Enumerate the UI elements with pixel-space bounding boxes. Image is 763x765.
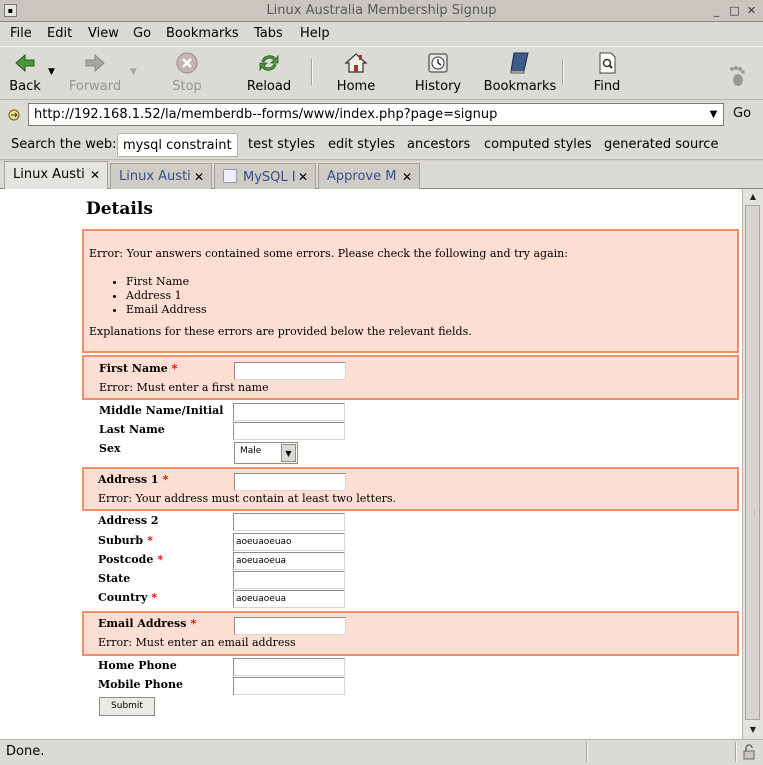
scrollbar-grip-icon: ⋮: [751, 509, 758, 517]
navigation-toolbar: [0, 46, 763, 100]
home-phone-label: Home Phone: [98, 659, 177, 672]
submit-button[interactable]: Submit: [99, 697, 155, 716]
vertical-scrollbar[interactable]: [742, 189, 763, 739]
bookmarks-book-icon: [508, 51, 532, 75]
security-lock-icon[interactable]: [741, 744, 757, 760]
first-name-input[interactable]: [234, 362, 346, 380]
address1-label: Address 1 *: [98, 473, 169, 486]
tab-close-icon[interactable]: ✕: [401, 170, 412, 184]
back-button[interactable]: Back: [6, 51, 44, 94]
stop-button[interactable]: Stop: [168, 51, 206, 94]
middle-name-input[interactable]: [233, 403, 345, 421]
postcode-input[interactable]: aoeuaoeua: [233, 552, 345, 570]
menu-help[interactable]: Help: [300, 26, 330, 41]
error-summary-footer: Explanations for these errors are provided below the relevant fields.: [89, 325, 472, 338]
page-heading: Details: [86, 199, 153, 219]
scroll-down-icon[interactable]: ▼: [749, 725, 757, 734]
go-button[interactable]: Go: [733, 106, 752, 121]
required-mark: *: [147, 534, 153, 547]
search-label: Search the web:: [11, 137, 117, 152]
test-styles-link[interactable]: test styles: [248, 137, 316, 152]
status-text: Done.: [6, 744, 45, 759]
scrollbar-thumb[interactable]: [745, 205, 760, 720]
sex-select[interactable]: Male ▼: [234, 442, 298, 464]
error-list-item: • First Name: [126, 275, 207, 289]
mobile-phone-input[interactable]: [233, 677, 345, 695]
ancestors-link[interactable]: ancestors: [407, 137, 471, 152]
tab-close-icon[interactable]: ✕: [193, 170, 204, 184]
menu-edit[interactable]: Edit: [47, 26, 73, 41]
generated-source-link[interactable]: generated source: [604, 137, 719, 152]
window-title: Linux Australia Membership Signup: [266, 3, 497, 18]
forward-history-dropdown[interactable]: ▼: [130, 67, 137, 77]
home-button[interactable]: Home: [334, 51, 378, 94]
country-label: Country *: [98, 591, 158, 604]
tab-linux-australia-1[interactable]: Linux Austi ✕: [4, 161, 108, 190]
address2-input[interactable]: [233, 513, 345, 531]
bookmarks-button[interactable]: Bookmarks: [482, 51, 558, 94]
tab-approve[interactable]: Approve M ✕: [318, 163, 420, 189]
window-menu-icon[interactable]: ▪: [4, 4, 17, 17]
history-button[interactable]: History: [413, 51, 463, 94]
stop-icon: [175, 51, 199, 75]
home-icon: [344, 51, 368, 75]
window-titlebar: [0, 0, 763, 22]
last-name-label: Last Name: [99, 423, 165, 436]
url-input[interactable]: http://192.168.1.52/la/memberdb--forms/www/index.php?page=signup: [28, 103, 724, 126]
location-bar: [0, 100, 763, 130]
sex-label: Sex: [99, 442, 121, 455]
menu-bookmarks[interactable]: Bookmarks: [166, 26, 239, 41]
back-arrow-icon: [13, 51, 37, 75]
status-divider: [735, 742, 737, 762]
minimize-icon[interactable]: _: [713, 4, 720, 17]
toolbar-separator: [562, 59, 564, 85]
home-phone-input[interactable]: [233, 658, 345, 676]
required-mark: *: [151, 591, 158, 604]
middle-name-label: Middle Name/Initial: [99, 404, 224, 417]
suburb-label: Suburb *: [98, 534, 153, 547]
back-history-dropdown[interactable]: ▼: [48, 67, 55, 77]
search-toolbar: [0, 130, 763, 160]
address1-input[interactable]: [234, 473, 346, 491]
address2-label: Address 2: [98, 514, 159, 527]
reload-icon: [257, 51, 281, 75]
error-list-item: • Address 1: [126, 289, 207, 303]
postcode-label: Postcode *: [98, 553, 164, 566]
scroll-up-icon[interactable]: ▲: [749, 192, 757, 201]
find-button[interactable]: Find: [590, 51, 624, 94]
tab-bar: [0, 161, 763, 189]
email-label: Email Address *: [98, 617, 197, 630]
toolbar-separator: [311, 59, 313, 85]
required-mark: *: [162, 473, 169, 486]
tab-linux-australia-2[interactable]: Linux Austi ✕: [110, 163, 212, 189]
gnome-foot-throbber-icon: [724, 64, 748, 88]
required-mark: *: [190, 617, 197, 630]
page-proxy-icon[interactable]: [7, 108, 22, 122]
menu-file[interactable]: File: [10, 26, 32, 41]
error-list: [126, 275, 207, 317]
address1-error: Error: Your address must contain at least two letters.: [98, 492, 396, 505]
mobile-phone-label: Mobile Phone: [98, 678, 183, 691]
menu-tabs[interactable]: Tabs: [254, 26, 283, 41]
computed-styles-link[interactable]: computed styles: [484, 137, 592, 152]
country-input[interactable]: aoeuaoeua: [233, 590, 345, 608]
chevron-down-icon: ▼: [281, 444, 296, 462]
required-mark: *: [171, 362, 178, 375]
tab-mysql[interactable]: MySQL I ✕: [214, 163, 316, 189]
status-bar: [0, 739, 763, 765]
error-summary-box: [82, 229, 739, 353]
state-label: State: [98, 572, 131, 585]
menu-view[interactable]: View: [88, 26, 119, 41]
history-icon: [426, 51, 450, 75]
first-name-error: Error: Must enter a first name: [99, 381, 269, 394]
suburb-input[interactable]: aoeuaoeuao: [233, 533, 345, 551]
reload-button[interactable]: Reload: [244, 51, 294, 94]
edit-styles-link[interactable]: edit styles: [328, 137, 396, 152]
error-list-item: • Email Address: [126, 303, 207, 317]
page-content: [0, 189, 742, 739]
email-input[interactable]: [234, 617, 346, 635]
email-error: Error: Must enter an email address: [98, 636, 296, 649]
search-input[interactable]: mysql constraint: [117, 133, 238, 157]
required-mark: *: [157, 553, 164, 566]
maximize-icon[interactable]: □: [729, 4, 740, 17]
tab-close-icon[interactable]: ✕: [297, 170, 308, 184]
find-icon: [595, 51, 619, 75]
error-summary-intro: Error: Your answers contained some errors. Please check the following and try again:: [89, 247, 568, 260]
menu-bar: [0, 22, 763, 46]
mysql-favicon-icon: [223, 169, 237, 183]
tab-close-icon[interactable]: ✕: [89, 168, 100, 182]
menu-go[interactable]: Go: [133, 26, 152, 41]
url-dropdown-icon[interactable]: ▼: [709, 109, 718, 120]
last-name-input[interactable]: [233, 422, 345, 440]
close-window-icon[interactable]: ✕: [746, 4, 757, 17]
state-input[interactable]: [233, 571, 345, 589]
forward-button[interactable]: Forward: [68, 51, 122, 94]
forward-arrow-icon: [83, 51, 107, 75]
first-name-label: First Name *: [99, 362, 178, 375]
status-divider: [586, 742, 588, 762]
